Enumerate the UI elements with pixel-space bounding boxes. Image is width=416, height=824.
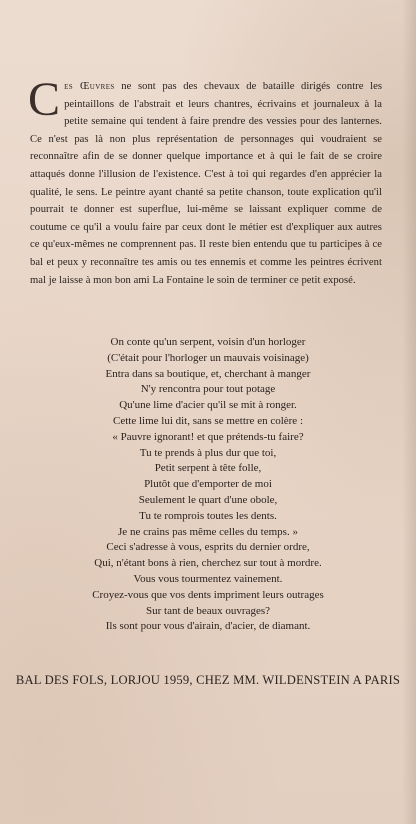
poem-line: « Pauvre ignorant! et que prétends-tu faire?: [112, 430, 304, 443]
drop-cap-letter: C: [28, 73, 61, 126]
poem-line: N'y rencontra pour tout potage: [140, 383, 276, 396]
poem-line: Plutôt que d'emporter de moi: [144, 478, 272, 491]
poem-line: Ils sont pour vous d'airain, d'acier, de diamant.: [105, 620, 311, 633]
poem-line: Je ne crains pas même celles du temps. »: [118, 525, 298, 538]
poem-line: Croyez-vous que vos dents impriment leurs outrages: [92, 588, 324, 601]
poem-line: Vous vous tourmentez vainement.: [133, 572, 283, 585]
poem-line: Qu'une lime d'acier qu'il se mit à ronger.: [119, 399, 297, 412]
poem-line: Ceci s'adresse à vous, esprits du dernier ordre,: [106, 541, 310, 554]
poem-line: Qui, n'étant bons à rien, cherchez sur tout à mordre.: [94, 557, 322, 570]
paragraph-body: ne sont pas des chevaux de bataille dirigés contre les peintaillons de l'abstrait et leurs chantres, écrivains et journaleux à la petite semaine qui tendent à faire prendre des vessies pour des lanternes. Ce n'est pas là non plus représentation de personnages qui voudraient se reconnaître afin de se donner quelque importance et à qui le fait de se croire attaqués donne l'illusion de l'existence. C'est à toi qui regardes d'en apprécier la qualité, le sens. Le peintre ayant chanté sa petite chanson, toute explication qu'il pourrait te donner est superflue, lui-même se laissant expliquer comme de coutume ce qu'il a voulu faire par ceux dont le métier est d'expliquer aux autres ce qu'eux-mêmes ne comprennent pas. Il reste bien entendu que tu participes à ce bal et peux y reconnaître tes amis ou tes ennemis et comme les peintres écrivent mal je laisse à mon bon ami La Fontaine le soin de terminer ce petit exposé.: [30, 81, 382, 286]
poem-line: Tu te prends à plus dur que toi,: [139, 446, 277, 459]
poem-line: Cette lime lui dit, sans se mettre en colère :: [113, 414, 303, 427]
poem-line: Tu te romprois toutes les dents.: [139, 509, 277, 522]
poem-line: (C'était pour l'horloger un mauvais voisinage): [107, 351, 309, 364]
lead-in-smallcaps: es Œuvres: [64, 81, 115, 92]
poem-line: Sur tant de beaux ouvrages?: [145, 604, 270, 617]
fable-poem: [0, 335, 416, 635]
poem-line: Petit serpent à tête folle,: [154, 462, 262, 475]
poem-line: Seulement le quart d'une obole,: [138, 493, 278, 506]
poem-line: On conte qu'un serpent, voisin d'un horloger: [110, 336, 306, 348]
exhibition-caption: BAL DES FOLS, LORJOU 1959, CHEZ MM. WILDENSTEIN A PARIS: [15, 673, 401, 687]
intro-paragraph: [28, 73, 382, 289]
poem-line: Entra dans sa boutique, et, cherchant à manger: [105, 367, 311, 380]
